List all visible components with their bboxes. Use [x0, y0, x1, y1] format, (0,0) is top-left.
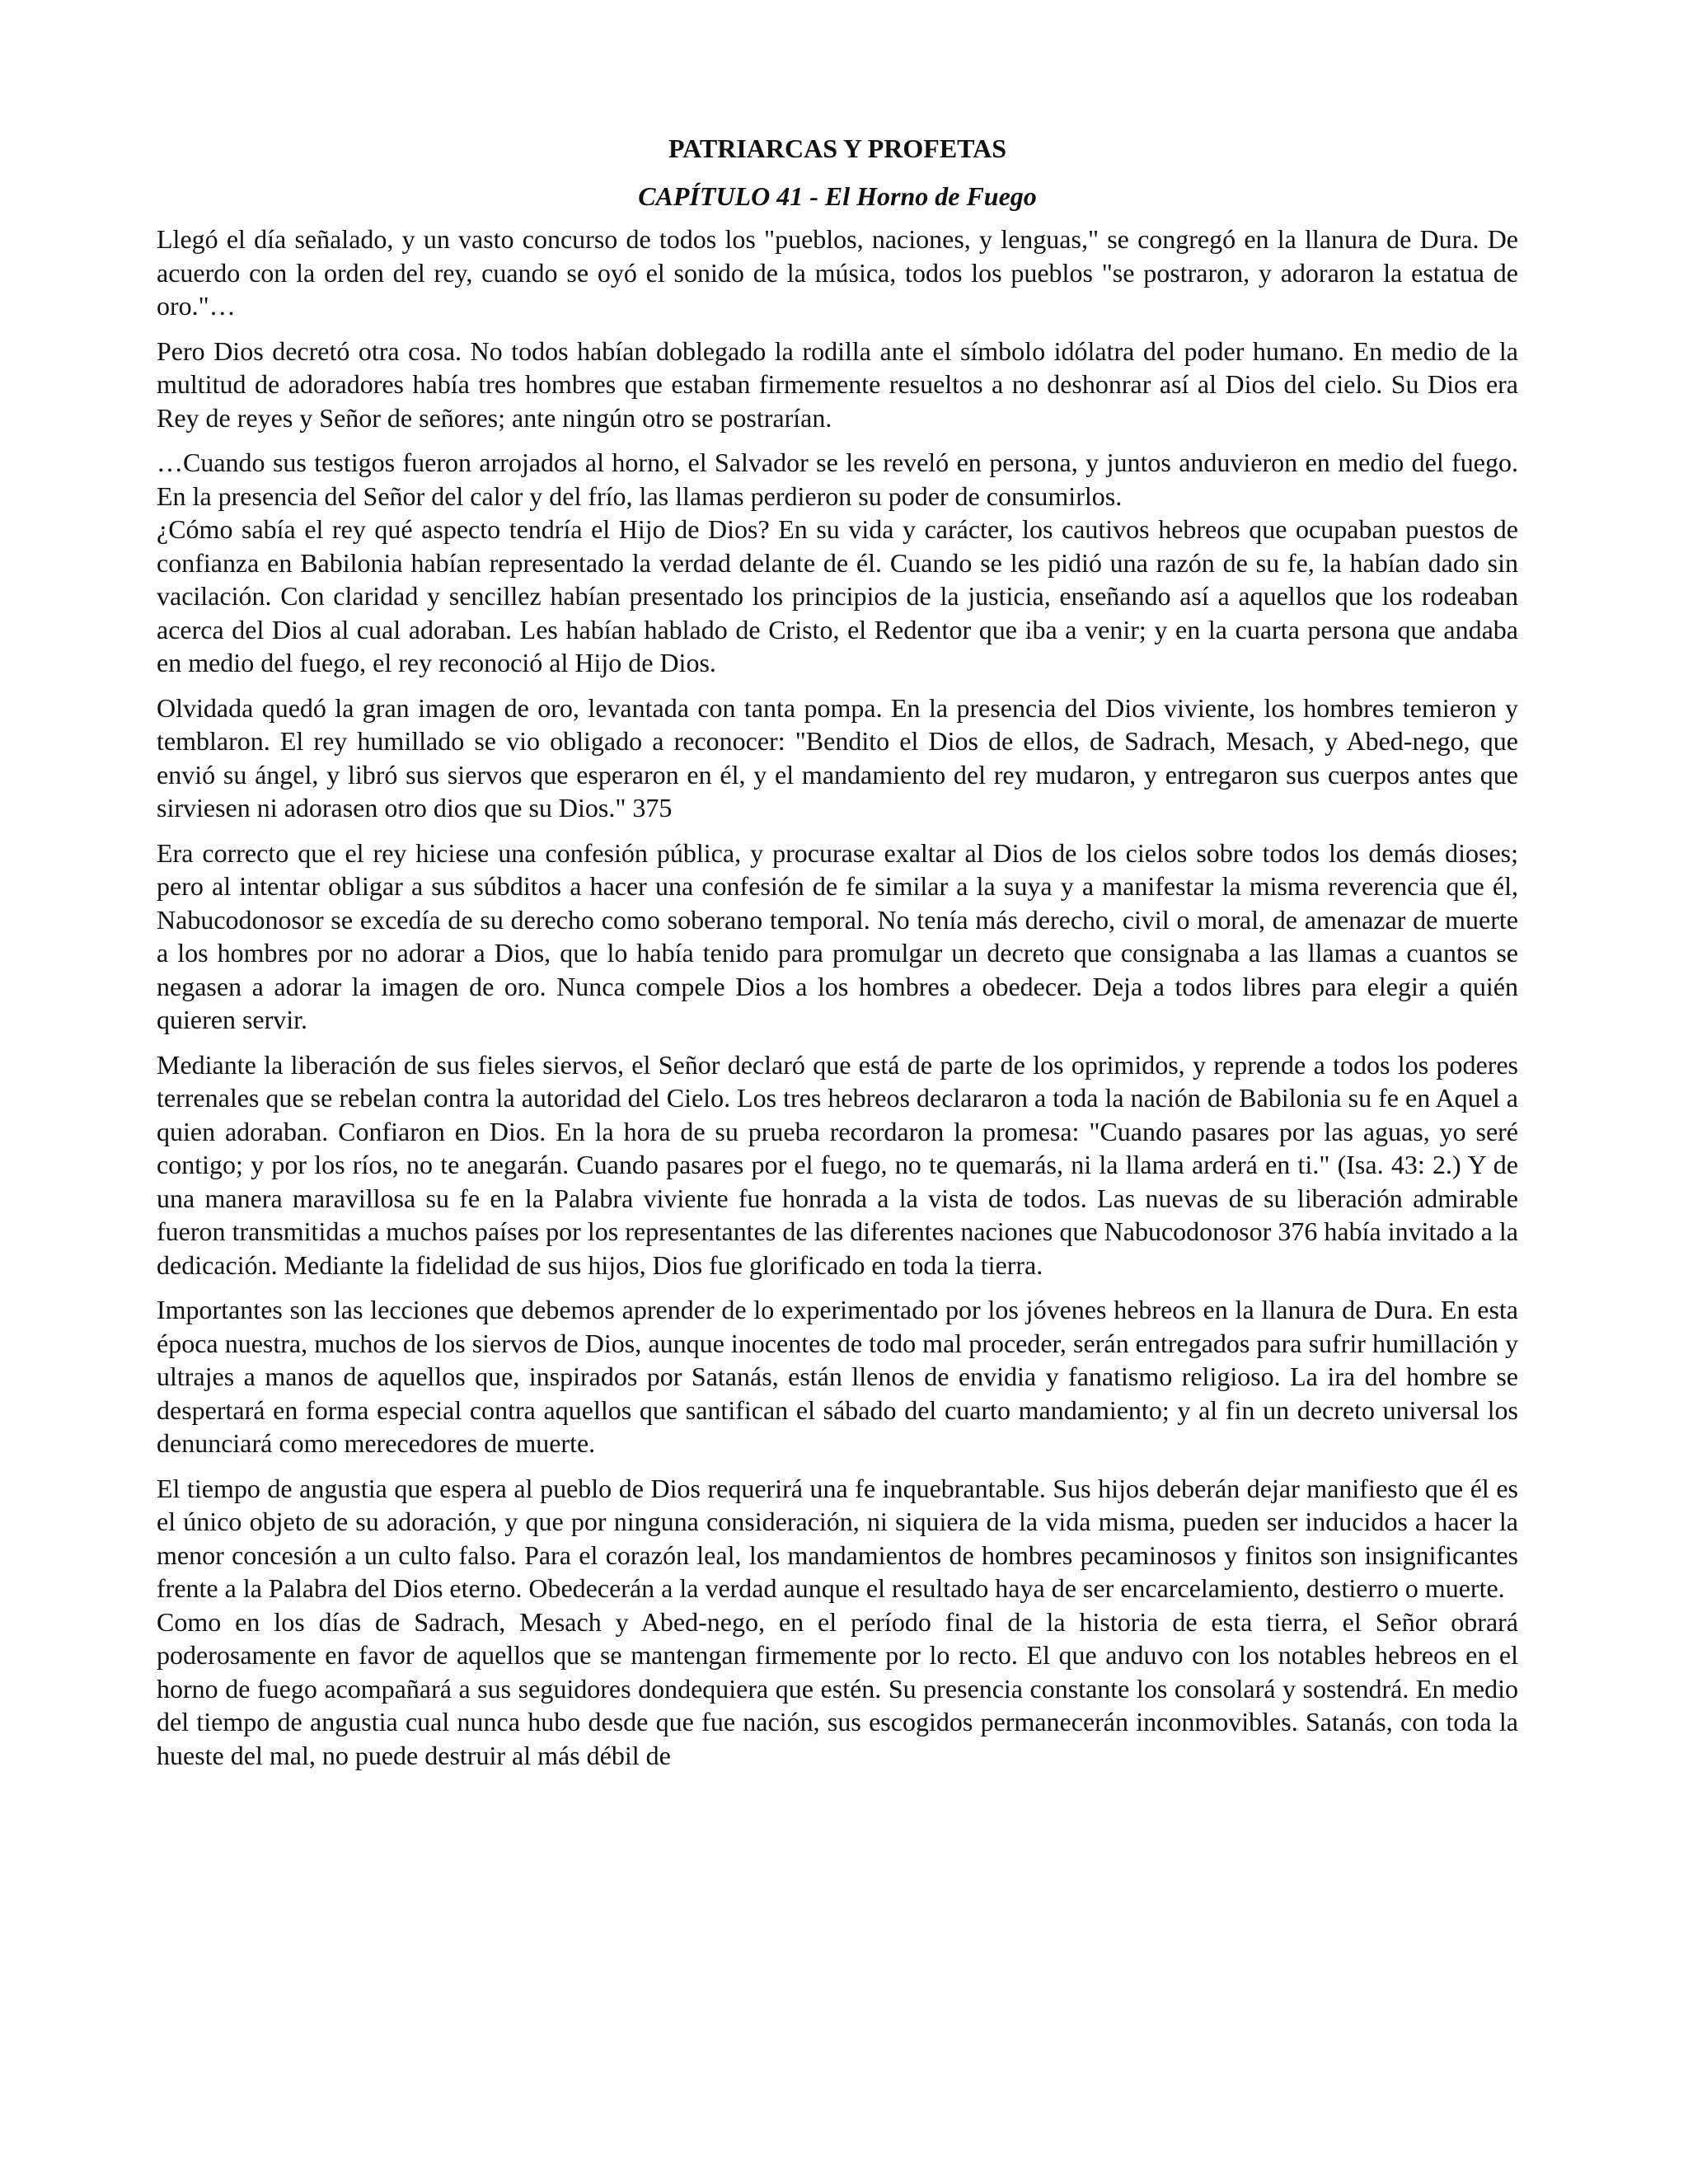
- book-title: PATRIARCAS Y PROFETAS: [668, 134, 1007, 163]
- paragraph-2: Pero Dios decretó otra cosa. No todos habían doblegado la rodilla ante el símbolo idólatra del poder humano. En medio de la multitud de adoradores había tres hombres que estaban firmemente resueltos a no deshonrar así al Dios del cielo. Su Dios era Rey de reyes y Señor de señores; ante ningún otro se postrarían.: [157, 335, 1518, 433]
- document-body: [157, 132, 1518, 1783]
- chapter-title: CAPÍTULO 41 - El Horno de Fuego: [638, 181, 1037, 211]
- paragraph-5: Olvidada quedó la gran imagen de oro, levantada con tanta pompa. En la presencia del Dios viviente, los hombres temieron y temblaron. El rey humillado se vio obligado a reconocer: "Bendito el Dios de ellos, de Sadrach, Mesach, y Abed-nego, que envió su ángel, y libró sus siervos que esperaron en él, y el mandamiento del rey mudaron, y entregaron sus cuerpos antes que sirviesen ni adorasen otro dios que su Dios." 375: [157, 692, 1518, 823]
- paragraph-6: Era correcto que el rey hiciese una confesión pública, y procurase exaltar al Dios de los cielos sobre todos los demás dioses; pero al intentar obligar a sus súbditos a hacer una confesión de fe similar a la suya y a manifestar la misma reverencia que él, Nabucodonosor se excedía de su derecho como soberano temporal. No tenía más derecho, civil o moral, de amenazar de muerte a los hombres por no adorar a Dios, que lo había tenido para promulgar un decreto que consignaba a las llamas a cuantos se negasen a adorar la imagen de oro. Nunca compele Dios a los hombres a obedecer. Deja a todos libres para elegir a quién quieren servir.: [157, 837, 1518, 1034]
- paragraph-8: Importantes son las lecciones que debemos aprender de lo experimentado por los jóvenes hebreos en la llanura de Dura. En esta época nuestra, muchos de los siervos de Dios, aunque inocentes de todo mal proceder, serán entregados para sufrir humillación y ultrajes a manos de aquellos que, inspirados por Satanás, están llenos de envidia y fanatismo religioso. La ira del hombre se despertará en forma especial contra aquellos que santifican el sábado del cuarto mandamiento; y al fin un decreto universal los denunciará como merecedores de muerte.: [157, 1295, 1518, 1458]
- paragraph-4: ¿Cómo sabía el rey qué aspecto tendría el Hijo de Dios? En su vida y carácter, los cautivos hebreos que ocupaban puestos de confianza en Babilonia habían representado la verdad delante de él. Cuando se les pidió una razón de su fe, la habían dado sin vacilación. Con claridad y sencillez habían presentado los principios de la justicia, enseñando así a aquellos que los rodeaban acerca del Dios al cual adoraban. Les habían hablado de Cristo, el Redentor que iba a venir; y en la cuarta persona que andaba en medio del fuego, el rey reconoció al Hijo de Dios.: [157, 514, 1518, 677]
- paragraph-1: Llegó el día señalado, y un vasto concurso de todos los "pueblos, naciones, y lenguas," se congregó en la llanura de Dura. De acuerdo con la orden del rey, cuando se oyó el sonido de la música, todos los pueblos "se postraron, y adoraron la estatua de oro."…: [157, 224, 1518, 321]
- paragraph-9: El tiempo de angustia que espera al pueblo de Dios requerirá una fe inquebrantable. Sus hijos deberán dejar manifiesto que él es el único objeto de su adoración, y que por ninguna consideración, ni siquiera de la vida misma, pueden ser inducidos a hacer la menor concesión a un culto falso. Para el corazón leal, los mandamientos de hombres pecaminosos y finitos son insignificantes frente a la Palabra del Dios eterno. Obedecerán a la verdad aunque el resultado haya de ser encarcelamiento, destierro o muerte.: [157, 1473, 1518, 1603]
- paragraph-3: …Cuando sus testigos fueron arrojados al horno, el Salvador se les reveló en persona, y juntos anduvieron en medio del fuego. En la presencia del Señor del calor y del frío, las llamas perdieron su poder de consumirlos.: [157, 448, 1518, 511]
- paragraph-7: Mediante la liberación de sus fieles siervos, el Señor declaró que está de parte de los oprimidos, y reprende a todos los poderes terrenales que se rebelan contra la autoridad del Cielo. Los tres hebreos declararon a toda la nación de Babilonia su fe en Aquel a quien adoraban. Confiaron en Dios. En la hora de su prueba recordaron la promesa: "Cuando pasares por las aguas, yo seré contigo; y por los ríos, no te anegarán. Cuando pasares por el fuego, no te quemarás, ni la llama arderá en ti." (Isa. 43: 2.) Y de una manera maravillosa su fe en la Palabra viviente fue honrada a la vista de todos. Las nuevas de su liberación admirable fueron transmitidas a muchos países por los representantes de las diferentes naciones que Nabucodonosor 376 había invitado a la dedicación. Mediante la fidelidad de sus hijos, Dios fue glorificado en toda la tierra.: [157, 1049, 1518, 1280]
- paragraph-10: Como en los días de Sadrach, Mesach y Abed-nego, en el período final de la historia de esta tierra, el Señor obrará poderosamente en favor de aquellos que se mantengan firmemente por lo recto. El que anduvo con los notables hebreos en el horno de fuego acompañará a sus seguidores dondequiera que estén. Su presencia constante los consolará y sostendrá. En medio del tiempo de angustia cual nunca hubo desde que fue nación, sus escogidos permanecerán inconmovibles. Satanás, con toda la hueste del mal, no puede destruir al más débil de: [157, 1606, 1518, 1770]
